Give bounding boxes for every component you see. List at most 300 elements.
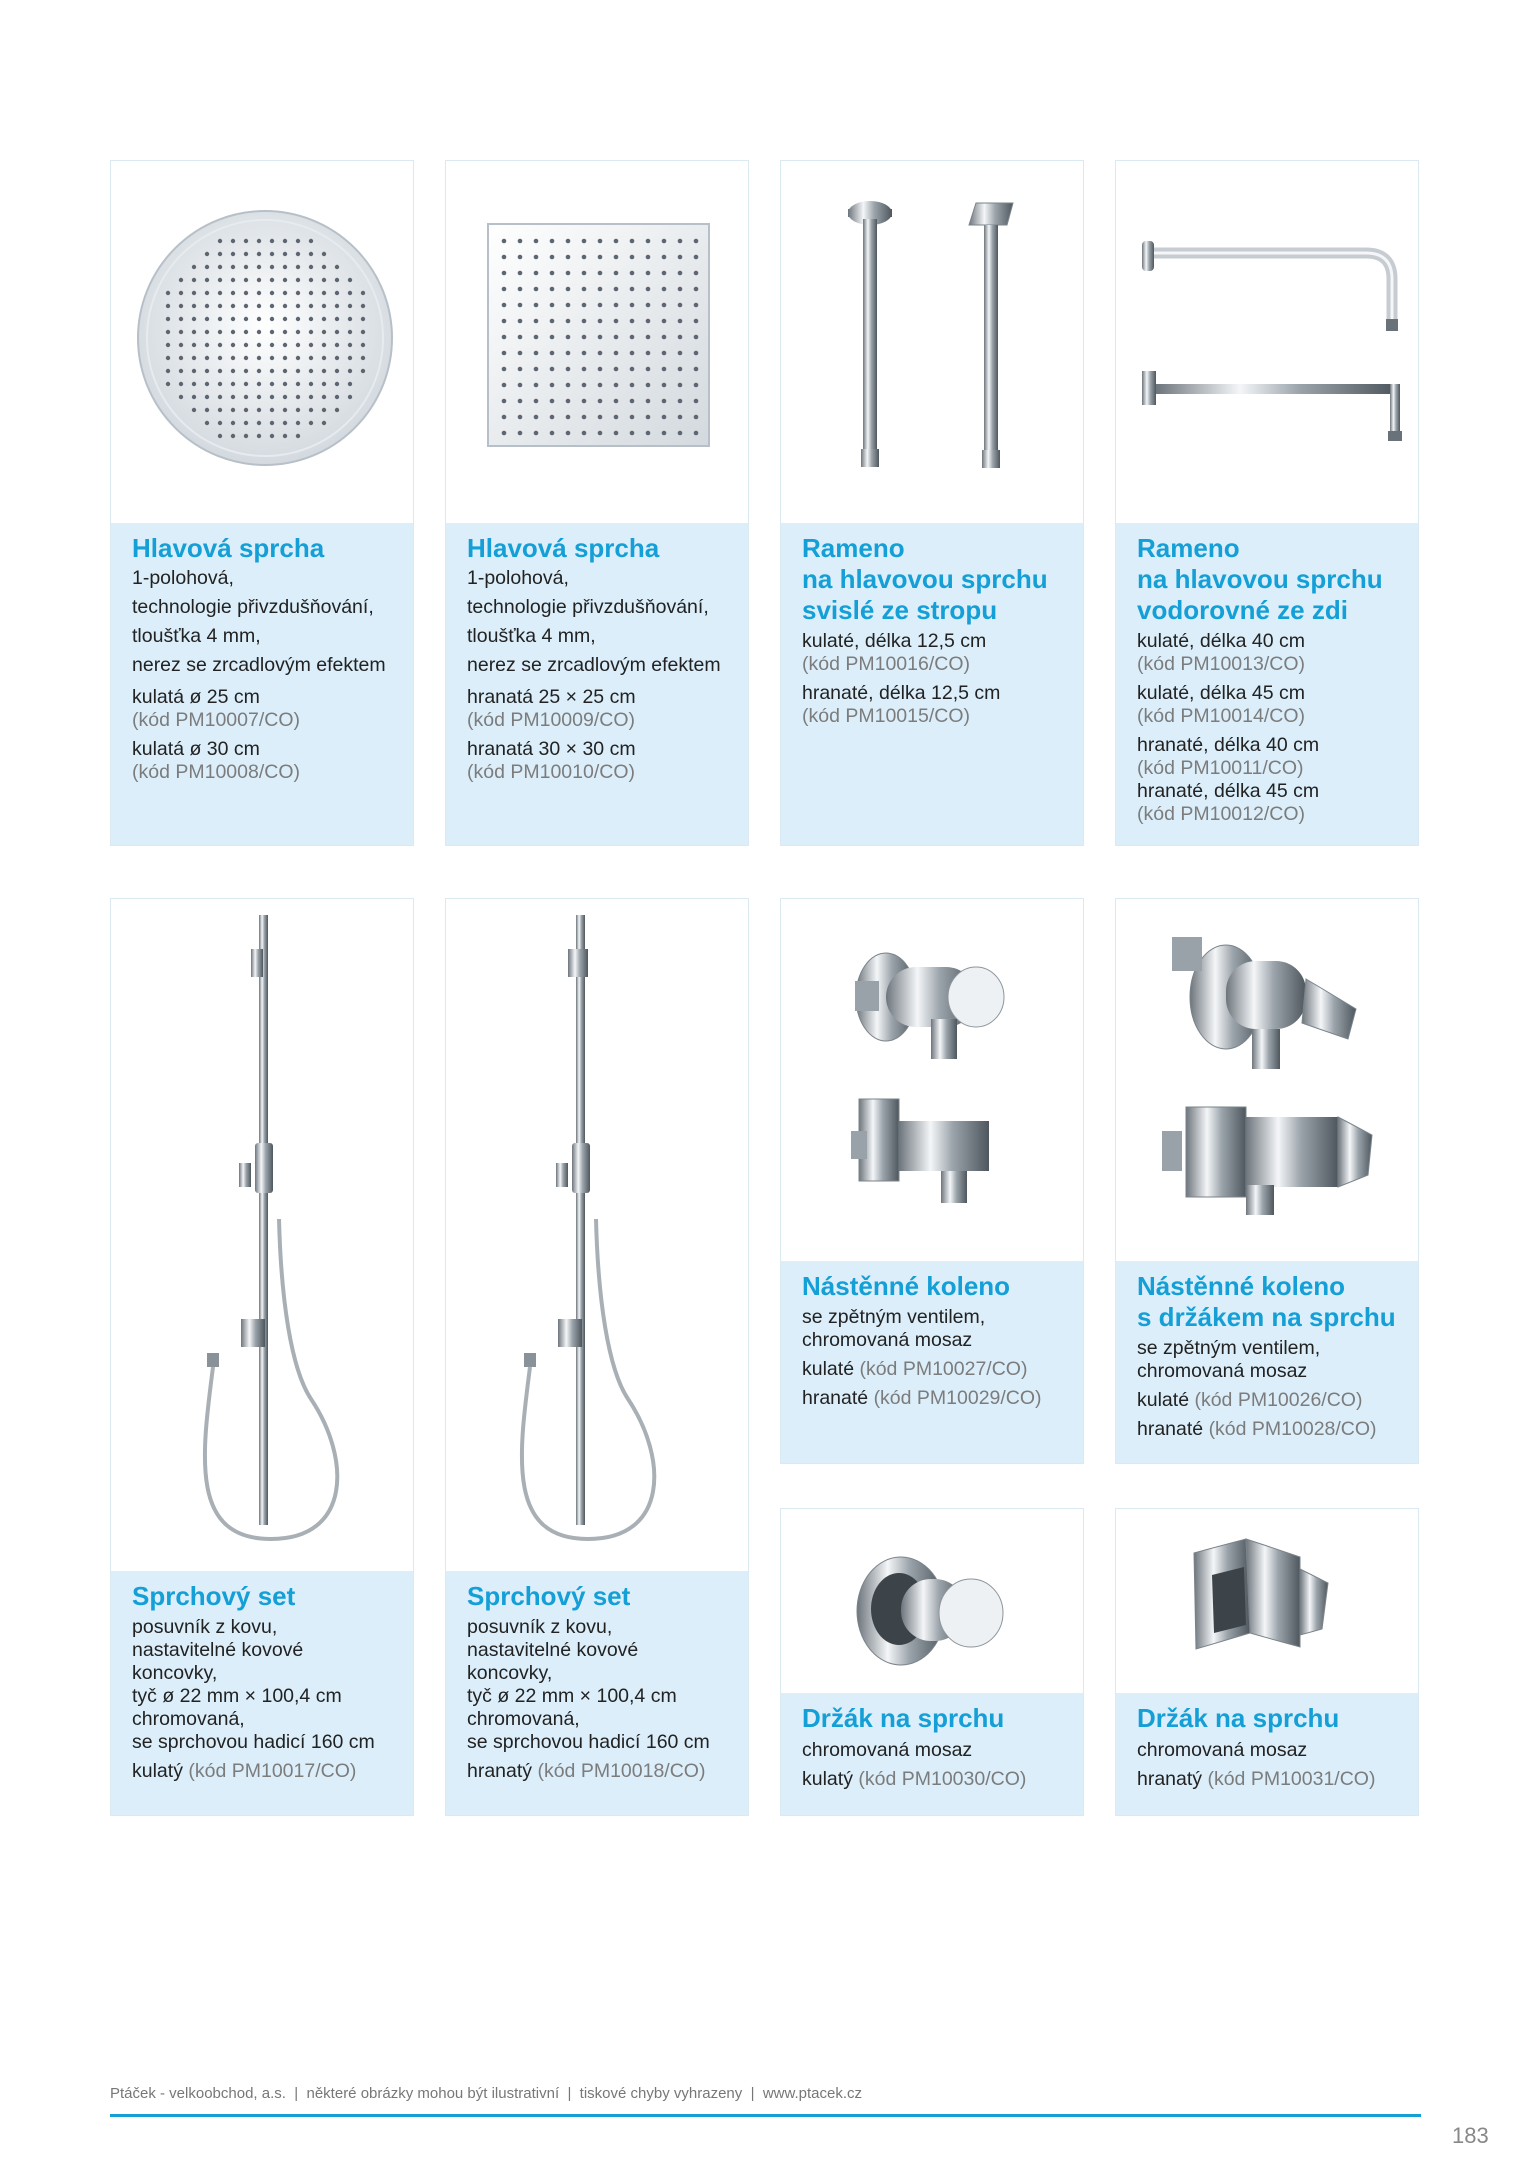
variant-label: hranaté, délka 45 cm (1137, 780, 1320, 802)
product-title: s držákem na sprchu (1137, 1302, 1396, 1332)
nozzle-dot (218, 252, 222, 256)
nozzle-dot (646, 271, 651, 276)
nozzle-dot (566, 303, 571, 308)
product-desc: se sprchovou hadicí 160 cm (132, 1731, 375, 1753)
nozzle-dot (582, 287, 587, 292)
product-image (446, 161, 748, 525)
nozzle-dot (630, 255, 635, 260)
nozzle-dot (614, 383, 619, 388)
product-desc: nerez se zrcadlovým efektem (467, 654, 721, 676)
variant-row (802, 1358, 1063, 1381)
nozzle-dot (218, 330, 222, 334)
nozzle-dot (598, 351, 603, 356)
nozzle-dot (630, 239, 635, 244)
nozzle-dot (192, 408, 196, 412)
nozzle-dot (257, 330, 261, 334)
nozzle-dot (361, 369, 365, 373)
nozzle-dot (361, 304, 365, 308)
nozzle-dot (518, 303, 523, 308)
variant-code: (kód PM10014/CO) (1137, 705, 1305, 727)
nozzle-dot (244, 291, 248, 295)
nozzle-dot (205, 408, 209, 412)
nozzle-dot (662, 255, 667, 260)
round-holder-image (781, 1509, 1083, 1695)
nozzle-dot (218, 408, 222, 412)
nozzle-dot (678, 271, 683, 276)
nozzle-dot (192, 304, 196, 308)
product-desc: chromovaná, (132, 1708, 245, 1730)
nozzle-dot (348, 382, 352, 386)
nozzle-dot (296, 278, 300, 282)
nozzle-dot (550, 255, 555, 260)
nozzle-dot (231, 304, 235, 308)
product-title: Držák na sprchu (802, 1703, 1005, 1733)
nozzle-dot (283, 382, 287, 386)
variant-code: (kód PM10027/CO) (859, 1358, 1028, 1380)
nozzle-dot (231, 421, 235, 425)
nozzle-dot (361, 317, 365, 321)
nozzle-dot (218, 343, 222, 347)
product-desc: tloušťka 4 mm, (467, 625, 596, 647)
nozzle-dot (662, 335, 667, 340)
page-number: 183 (1452, 2123, 1489, 2148)
nozzle-dot (566, 271, 571, 276)
product-image (781, 161, 1083, 525)
variant-label: hranatá 30 × 30 cm (467, 738, 636, 760)
nozzle-dot (534, 431, 539, 436)
product-title: Nástěnné koleno (1137, 1271, 1346, 1301)
product-title: Držák na sprchu (1137, 1703, 1340, 1733)
nozzle-dot (518, 399, 523, 404)
square-shower-head-image (446, 161, 748, 525)
nozzle-dot (550, 239, 555, 244)
nozzle-dot (518, 383, 523, 388)
product-desc: chromovaná mosaz (1137, 1739, 1308, 1761)
nozzle-dot (694, 431, 699, 436)
product-desc: chromovaná, (467, 1708, 580, 1730)
product-image (1116, 1509, 1418, 1695)
nozzle-dot (244, 434, 248, 438)
nozzle-dot (348, 304, 352, 308)
product-desc: chromovaná mosaz (802, 1739, 973, 1761)
nozzle-dot (166, 291, 170, 295)
nozzle-dot (309, 369, 313, 373)
product-desc: se sprchovou hadicí 160 cm (467, 1731, 710, 1753)
nozzle-dot (309, 408, 313, 412)
product-title: Sprchový set (132, 1581, 296, 1611)
nozzle-dot (614, 431, 619, 436)
nozzle-dot (678, 383, 683, 388)
product-title: Sprchový set (467, 1581, 631, 1611)
nozzle-dot (335, 304, 339, 308)
nozzle-dot (502, 351, 507, 356)
nozzle-dot (550, 399, 555, 404)
nozzle-dot (694, 287, 699, 292)
nozzle-dot (502, 415, 507, 420)
nozzle-dot (550, 431, 555, 436)
product-image (1116, 161, 1418, 525)
nozzle-dot (550, 351, 555, 356)
nozzle-dot (518, 239, 523, 244)
nozzle-dot (582, 271, 587, 276)
nozzle-dot (582, 255, 587, 260)
nozzle-dot (322, 382, 326, 386)
product-title: Hlavová sprcha (467, 533, 660, 563)
footer-rule (110, 2114, 1421, 2117)
nozzle-dot (309, 356, 313, 360)
nozzle-dot (283, 421, 287, 425)
shower-set-image (446, 899, 748, 1573)
nozzle-dot (502, 431, 507, 436)
nozzle-dot (630, 367, 635, 372)
nozzle-dot (244, 252, 248, 256)
variant-label: hranaté, délka 12,5 cm (802, 682, 1001, 704)
product-title: vodorovné ze zdi (1137, 595, 1348, 625)
nozzle-dot (335, 330, 339, 334)
nozzle-dot (309, 239, 313, 243)
nozzle-dot (646, 255, 651, 260)
nozzle-dot (192, 265, 196, 269)
nozzle-dot (244, 356, 248, 360)
wall-elbow-holder-image (1116, 899, 1418, 1263)
nozzle-dot (694, 351, 699, 356)
nozzle-dot (348, 291, 352, 295)
variant-code: (kód PM10026/CO) (1194, 1389, 1363, 1411)
product-title: na hlavovou sprchu (802, 564, 1048, 594)
nozzle-dot (257, 356, 261, 360)
nozzle-dot (231, 291, 235, 295)
nozzle-dot (582, 383, 587, 388)
nozzle-dot (534, 255, 539, 260)
nozzle-dot (582, 351, 587, 356)
nozzle-dot (192, 278, 196, 282)
nozzle-dot (630, 399, 635, 404)
nozzle-dot (231, 278, 235, 282)
product-title: Nástěnné koleno (802, 1271, 1011, 1301)
nozzle-dot (192, 395, 196, 399)
nozzle-dot (257, 369, 261, 373)
nozzle-dot (598, 367, 603, 372)
product-desc: technologie přivzdušňování, (467, 596, 709, 618)
nozzle-dot (614, 367, 619, 372)
variant-code: (kód PM10016/CO) (802, 653, 970, 675)
product-info (781, 1693, 1083, 1815)
nozzle-dot (630, 319, 635, 324)
nozzle-dot (270, 304, 274, 308)
nozzle-dot (582, 431, 587, 436)
product-card-wall-elbow-with-holder (1115, 898, 1419, 1464)
nozzle-dot (231, 317, 235, 321)
nozzle-dot (662, 431, 667, 436)
square-holder-image (1116, 1509, 1418, 1695)
nozzle-dot (566, 335, 571, 340)
nozzle-dot (614, 255, 619, 260)
product-desc: tyč ø 22 mm × 100,4 cm (467, 1685, 677, 1707)
nozzle-dot (614, 335, 619, 340)
nozzle-dot (630, 383, 635, 388)
nozzle-dot (231, 382, 235, 386)
nozzle-dot (257, 278, 261, 282)
product-card-ceiling-arm (780, 160, 1084, 846)
product-desc: se zpětným ventilem, (1137, 1337, 1321, 1359)
nozzle-dot (244, 265, 248, 269)
nozzle-dot (646, 335, 651, 340)
nozzle-dot (598, 255, 603, 260)
nozzle-dot (322, 395, 326, 399)
nozzle-dot (218, 382, 222, 386)
variant-label: hranaté, délka 40 cm (1137, 734, 1320, 756)
nozzle-dot (296, 265, 300, 269)
variant-code: (kód PM10030/CO) (858, 1768, 1027, 1790)
nozzle-dot (205, 343, 209, 347)
nozzle-dot (348, 395, 352, 399)
nozzle-dot (218, 291, 222, 295)
nozzle-dot (309, 330, 313, 334)
nozzle-dot (662, 239, 667, 244)
product-desc: nastavitelné kovové koncovky, (132, 1639, 304, 1684)
nozzle-dot (218, 434, 222, 438)
nozzle-dot (270, 395, 274, 399)
variant-label: hranatý (1137, 1768, 1203, 1790)
nozzle-dot (566, 287, 571, 292)
product-info (446, 523, 748, 845)
nozzle-dot (270, 330, 274, 334)
nozzle-dot (518, 319, 523, 324)
nozzle-dot (582, 367, 587, 372)
nozzle-dot (335, 408, 339, 412)
nozzle-dot (257, 252, 261, 256)
variant-label: kulaté, délka 12,5 cm (802, 630, 987, 652)
nozzle-dot (662, 415, 667, 420)
nozzle-dot (630, 271, 635, 276)
nozzle-dot (582, 335, 587, 340)
round-shower-head-image (111, 161, 413, 525)
nozzle-dot (192, 369, 196, 373)
nozzle-dot (166, 356, 170, 360)
nozzle-dot (646, 367, 651, 372)
nozzle-dot (218, 421, 222, 425)
nozzle-dot (309, 421, 313, 425)
nozzle-dot (335, 291, 339, 295)
nozzle-dot (662, 319, 667, 324)
nozzle-dot (678, 351, 683, 356)
product-title: Hlavová sprcha (132, 533, 325, 563)
nozzle-dot (244, 408, 248, 412)
nozzle-dot (502, 271, 507, 276)
product-card-round-head-shower (110, 160, 414, 846)
product-title: na hlavovou sprchu (1137, 564, 1383, 594)
nozzle-dot (678, 367, 683, 372)
nozzle-dot (662, 399, 667, 404)
shower-set-image (111, 899, 413, 1573)
product-desc: tloušťka 4 mm, (132, 625, 261, 647)
nozzle-dot (550, 383, 555, 388)
nozzle-dot (678, 415, 683, 420)
nozzle-dot (678, 431, 683, 436)
nozzle-dot (694, 367, 699, 372)
product-info (446, 1571, 748, 1815)
nozzle-dot (662, 271, 667, 276)
nozzle-dot (678, 255, 683, 260)
variant-label: kulatý (802, 1768, 853, 1790)
nozzle-dot (257, 343, 261, 347)
nozzle-dot (614, 319, 619, 324)
nozzle-dot (630, 287, 635, 292)
nozzle-dot (309, 265, 313, 269)
product-title: svislé ze stropu (802, 595, 998, 625)
nozzle-dot (502, 383, 507, 388)
nozzle-dot (296, 317, 300, 321)
nozzle-dot (502, 287, 507, 292)
nozzle-dot (694, 319, 699, 324)
nozzle-dot (270, 291, 274, 295)
nozzle-dot (646, 239, 651, 244)
nozzle-dot (534, 415, 539, 420)
nozzle-dot (270, 382, 274, 386)
variant-code: (kód PM10031/CO) (1207, 1768, 1376, 1790)
variant-label: kulaté (1137, 1389, 1190, 1411)
nozzle-dot (582, 399, 587, 404)
product-image (446, 899, 748, 1573)
nozzle-dot (550, 303, 555, 308)
nozzle-dot (283, 343, 287, 347)
nozzle-dot (361, 356, 365, 360)
nozzle-dot (296, 356, 300, 360)
wall-elbow-image (781, 899, 1083, 1263)
nozzle-dot (534, 335, 539, 340)
nozzle-dot (694, 383, 699, 388)
nozzle-dot (566, 367, 571, 372)
nozzle-dot (283, 304, 287, 308)
nozzle-dot (322, 317, 326, 321)
nozzle-dot (296, 304, 300, 308)
variant-label: hranaté (1137, 1418, 1204, 1440)
nozzle-dot (598, 399, 603, 404)
nozzle-dot (231, 356, 235, 360)
nozzle-dot (231, 239, 235, 243)
nozzle-dot (283, 330, 287, 334)
nozzle-dot (192, 343, 196, 347)
nozzle-dot (322, 291, 326, 295)
product-info (111, 1571, 413, 1815)
product-info (1116, 1693, 1418, 1815)
nozzle-dot (646, 319, 651, 324)
product-image (781, 1509, 1083, 1695)
nozzle-dot (179, 278, 183, 282)
nozzle-dot (614, 239, 619, 244)
nozzle-dot (335, 356, 339, 360)
nozzle-dot (205, 421, 209, 425)
product-card-shower-set-square (445, 898, 749, 1816)
nozzle-dot (598, 287, 603, 292)
nozzle-dot (694, 303, 699, 308)
nozzle-dot (335, 265, 339, 269)
variant-row (802, 1387, 1063, 1410)
nozzle-dot (218, 278, 222, 282)
nozzle-dot (678, 319, 683, 324)
nozzle-dot (179, 356, 183, 360)
nozzle-dot (179, 343, 183, 347)
product-desc: posuvník z kovu, (132, 1616, 278, 1638)
nozzle-dot (534, 287, 539, 292)
nozzle-dot (205, 317, 209, 321)
variant-code: (kód PM10029/CO) (873, 1387, 1042, 1409)
nozzle-dot (662, 351, 667, 356)
nozzle-dot (296, 408, 300, 412)
variant-label: kulaté, délka 40 cm (1137, 630, 1306, 652)
nozzle-dot (598, 271, 603, 276)
nozzle-dot (257, 304, 261, 308)
product-info (1116, 1261, 1418, 1463)
nozzle-dot (192, 291, 196, 295)
variant-code: (kód PM10013/CO) (1137, 653, 1305, 675)
nozzle-dot (244, 369, 248, 373)
variant-row (802, 1765, 1063, 1794)
nozzle-dot (335, 382, 339, 386)
nozzle-dot (662, 367, 667, 372)
nozzle-dot (270, 434, 274, 438)
variant-code: (kód PM10015/CO) (802, 705, 970, 727)
nozzle-dot (322, 304, 326, 308)
nozzle-dot (566, 255, 571, 260)
product-desc: chromovaná mosaz (802, 1329, 973, 1351)
product-info (1116, 523, 1418, 845)
nozzle-dot (166, 330, 170, 334)
nozzle-dot (283, 356, 287, 360)
nozzle-dot (646, 383, 651, 388)
nozzle-dot (598, 431, 603, 436)
nozzle-dot (231, 395, 235, 399)
variant-row (467, 1760, 728, 1783)
variant-row (132, 1760, 393, 1783)
ceiling-arm-image (781, 161, 1083, 525)
nozzle-dot (309, 317, 313, 321)
nozzle-dot (598, 335, 603, 340)
nozzle-dot (518, 287, 523, 292)
nozzle-dot (270, 343, 274, 347)
nozzle-dot (582, 303, 587, 308)
nozzle-dot (614, 415, 619, 420)
nozzle-dot (678, 239, 683, 244)
nozzle-dot (348, 356, 352, 360)
nozzle-dot (335, 395, 339, 399)
nozzle-dot (518, 431, 523, 436)
nozzle-dot (231, 252, 235, 256)
product-card-shower-holder-round (780, 1508, 1084, 1816)
nozzle-dot (257, 421, 261, 425)
nozzle-dot (179, 304, 183, 308)
nozzle-dot (322, 252, 326, 256)
nozzle-dot (662, 287, 667, 292)
product-desc: 1-polohová, (132, 567, 234, 589)
nozzle-dot (694, 399, 699, 404)
nozzle-dot (296, 369, 300, 373)
nozzle-dot (335, 369, 339, 373)
nozzle-dot (614, 399, 619, 404)
nozzle-dot (309, 278, 313, 282)
nozzle-dot (322, 343, 326, 347)
nozzle-dot (534, 319, 539, 324)
nozzle-dot (534, 399, 539, 404)
nozzle-dot (257, 317, 261, 321)
nozzle-dot (646, 287, 651, 292)
nozzle-dot (348, 278, 352, 282)
product-desc: posuvník z kovu, (467, 1616, 613, 1638)
nozzle-dot (231, 434, 235, 438)
nozzle-dot (630, 415, 635, 420)
nozzle-dot (646, 303, 651, 308)
nozzle-dot (231, 343, 235, 347)
